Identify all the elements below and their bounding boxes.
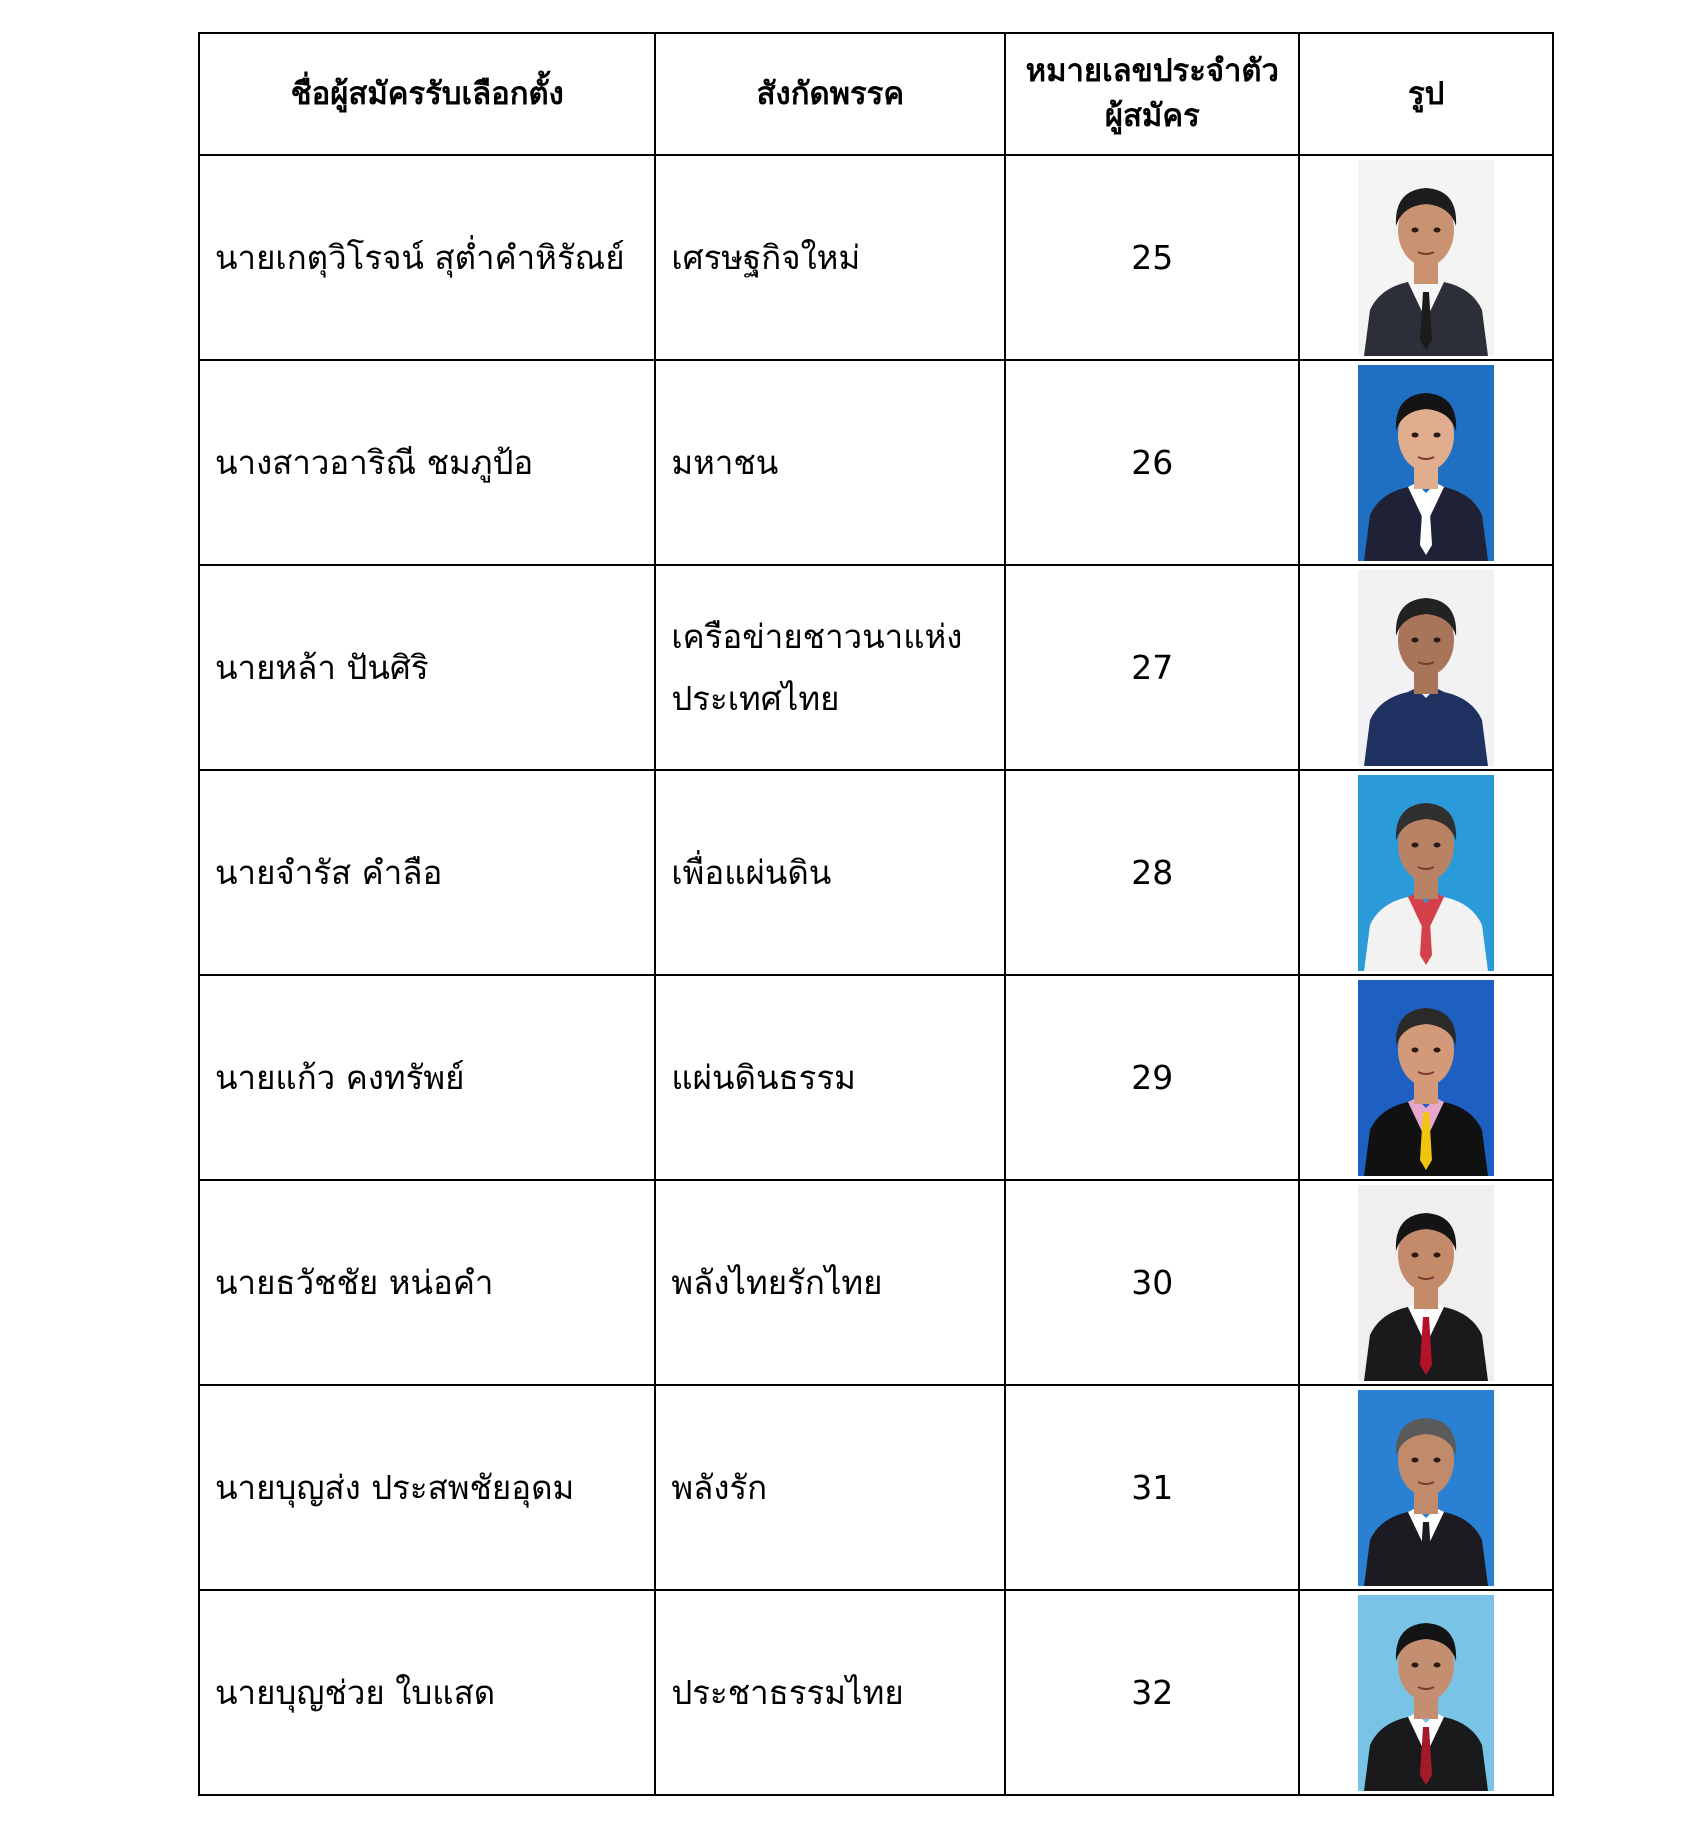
candidate-photo-cell	[1299, 565, 1553, 770]
table-row	[199, 1180, 1553, 1385]
candidate-party: มหาชน	[655, 360, 1005, 565]
candidate-photo-cell	[1299, 1590, 1553, 1795]
candidate-number: 29	[1005, 975, 1299, 1180]
table-row	[199, 975, 1553, 1180]
candidate-name: นายเกตุวิโรจน์ สุต่ำคำหิรัณย์	[199, 155, 655, 360]
candidate-number: 27	[1005, 565, 1299, 770]
candidate-party: แผ่นดินธรรม	[655, 975, 1005, 1180]
table-row	[199, 565, 1553, 770]
candidate-name: นายบุญช่วย ใบแสด	[199, 1590, 655, 1795]
header-number-line2: ผู้สมัคร	[1104, 98, 1200, 134]
candidate-photo-cell	[1299, 1385, 1553, 1590]
candidate-portrait	[1358, 365, 1494, 561]
table-row	[199, 770, 1553, 975]
candidate-name: นายแก้ว คงทรัพย์	[199, 975, 655, 1180]
candidate-photo-cell	[1299, 975, 1553, 1180]
candidate-party: เศรษฐกิจใหม่	[655, 155, 1005, 360]
header-photo: รูป	[1299, 33, 1553, 155]
candidate-number: 25	[1005, 155, 1299, 360]
party-line2: ประเทศไทย	[671, 678, 840, 718]
candidate-name: นายจำรัส คำลือ	[199, 770, 655, 975]
candidate-name: นายบุญส่ง ประสพชัยอุดม	[199, 1385, 655, 1590]
candidate-portrait	[1358, 775, 1494, 971]
header-candidate-number	[1005, 33, 1299, 155]
header-party: สังกัดพรรค	[655, 33, 1005, 155]
candidate-party: ประชาธรรมไทย	[655, 1590, 1005, 1795]
candidate-number: 32	[1005, 1590, 1299, 1795]
candidate-name: นายหล้า ปันศิริ	[199, 565, 655, 770]
table-row	[199, 1385, 1553, 1590]
candidate-table	[198, 32, 1554, 1796]
candidate-party: พลังไทยรักไทย	[655, 1180, 1005, 1385]
candidate-number: 30	[1005, 1180, 1299, 1385]
candidate-portrait	[1358, 1390, 1494, 1586]
table-row	[199, 360, 1553, 565]
candidate-party	[655, 565, 1005, 770]
candidate-number: 31	[1005, 1385, 1299, 1590]
candidate-party: พลังรัก	[655, 1385, 1005, 1590]
candidate-portrait	[1358, 980, 1494, 1176]
header-candidate-name: ชื่อผู้สมัครรับเลือกตั้ง	[199, 33, 655, 155]
candidate-photo-cell	[1299, 360, 1553, 565]
candidate-number: 26	[1005, 360, 1299, 565]
candidate-portrait	[1358, 160, 1494, 356]
candidate-name: นางสาวอาริณี ชมภูป้อ	[199, 360, 655, 565]
candidate-photo-cell	[1299, 770, 1553, 975]
candidate-portrait	[1358, 1595, 1494, 1791]
table-row	[199, 1590, 1553, 1795]
party-line1: เครือข่ายชาวนาแห่ง	[671, 617, 963, 657]
candidate-portrait	[1358, 570, 1494, 766]
candidate-name: นายธวัชชัย หน่อคำ	[199, 1180, 655, 1385]
candidate-photo-cell	[1299, 155, 1553, 360]
candidate-party: เพื่อแผ่นดิน	[655, 770, 1005, 975]
table-row	[199, 155, 1553, 360]
candidate-number: 28	[1005, 770, 1299, 975]
candidate-portrait	[1358, 1185, 1494, 1381]
candidate-photo-cell	[1299, 1180, 1553, 1385]
header-row	[199, 33, 1553, 155]
header-number-line1: หมายเลขประจำตัว	[1025, 53, 1279, 90]
